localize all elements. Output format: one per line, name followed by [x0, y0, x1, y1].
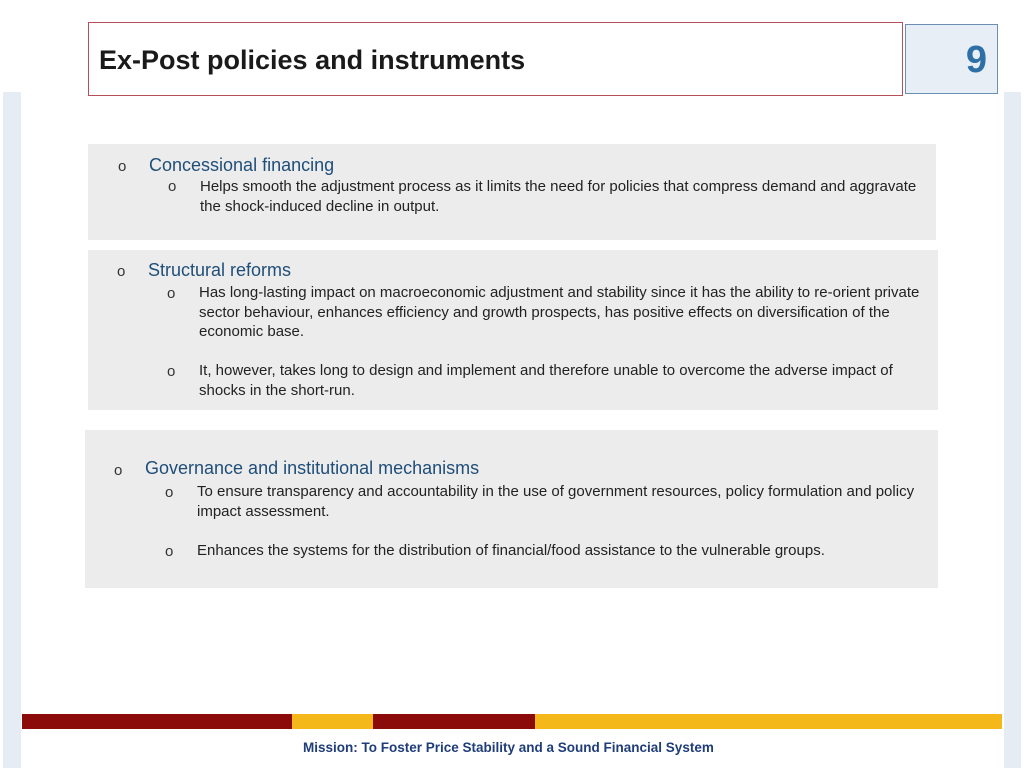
section-point: Helps smooth the adjustment process as it limits the need for policies that compress demand and aggravate the shock-induced decline in output. [200, 178, 917, 215]
sub-bullet-marker: o [167, 285, 176, 302]
footer-bar-maroon [373, 714, 535, 729]
slide-title: Ex-Post policies and instruments [99, 45, 526, 75]
sub-bullet-marker: o [165, 543, 174, 560]
footer-bar-maroon [22, 714, 292, 729]
sub-bullet-marker: o [165, 484, 174, 501]
bullet-marker: o [117, 263, 126, 280]
sub-bullet-marker: o [168, 178, 177, 195]
footer-bar-gold [292, 714, 373, 729]
sub-bullet-marker: o [167, 363, 176, 380]
section-point: To ensure transparency and accountability in the use of government resources, policy formulation and policy impact assessment. [197, 483, 915, 520]
left-decorative-strip [3, 92, 21, 768]
section-structural-reforms [88, 250, 938, 410]
page-number-box [905, 24, 998, 94]
section-governance [85, 430, 938, 588]
mission-statement: Mission: To Foster Price Stability and a Sound Financial System [303, 740, 714, 755]
section-heading: Concessional financing [149, 155, 335, 175]
section-point: Has long-lasting impact on macroeconomic adjustment and stability since it has the ability to re-orient private sector behaviour, enhances efficiency and growth prospects, has positive effects on diversification of the economic base. [199, 284, 920, 340]
section-point: Enhances the systems for the distribution of financial/food assistance to the vulnerable groups. [197, 542, 825, 559]
section-heading: Structural reforms [148, 260, 292, 280]
section-point: It, however, takes long to design and implement and therefore unable to overcome the adverse impact of shocks in the short-run. [199, 362, 893, 399]
bullet-marker: o [118, 158, 127, 175]
section-concessional-financing [88, 144, 936, 240]
section-heading: Governance and institutional mechanisms [145, 458, 480, 478]
page-number: 9 [965, 39, 987, 81]
footer-bar-gold [535, 714, 1002, 729]
bullet-marker: o [114, 462, 123, 479]
right-decorative-strip [1004, 92, 1021, 768]
title-box [88, 22, 903, 96]
